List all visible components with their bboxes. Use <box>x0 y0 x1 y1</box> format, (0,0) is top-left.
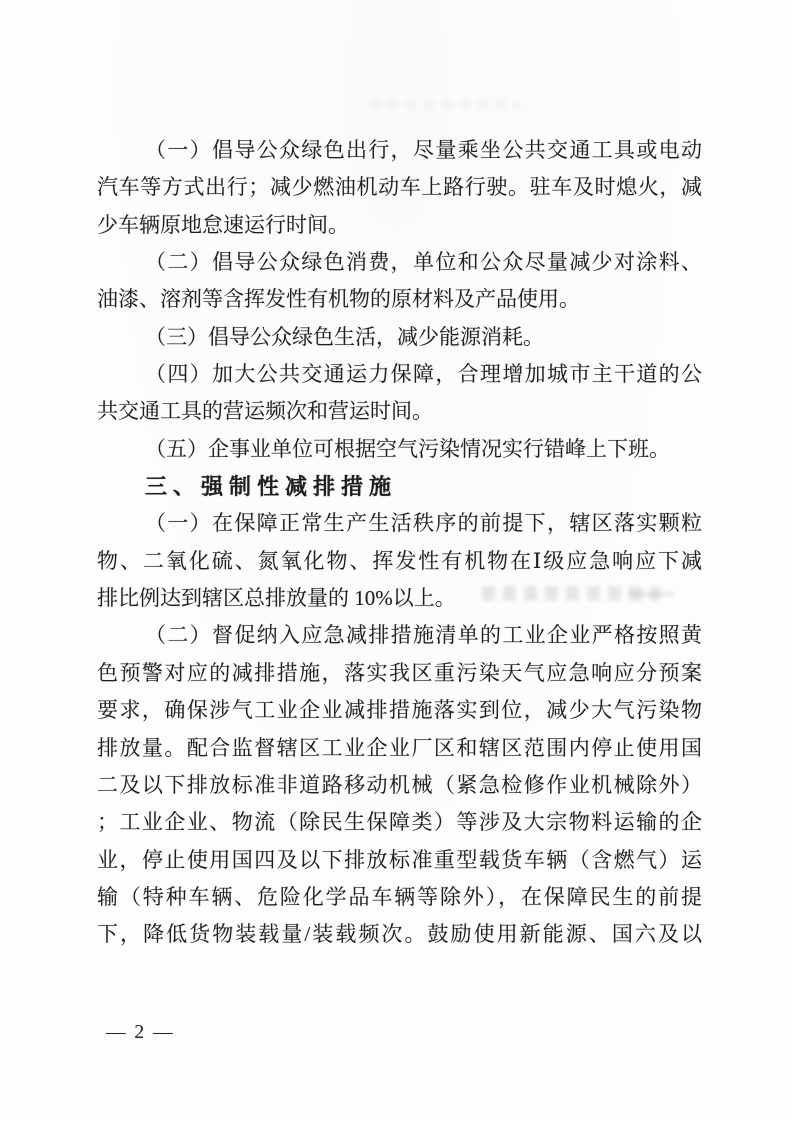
page-number: — 2 — <box>106 1022 175 1043</box>
text-line: （五）企事业单位可根据空气污染情况实行错峰上下班。 <box>145 436 670 461</box>
text-line: （一）在保障正常生产生活秩序的前提下，辖区落实颗粒 <box>145 511 702 536</box>
text-line: 二及以下排放标准非道路移动机械（紧急检修作业机械除外） <box>97 772 702 797</box>
section-heading: 三、强制性减排措施 <box>145 474 398 500</box>
text-line: 油漆、溶剂等含挥发性有机物的原材料及产品使用。 <box>97 287 580 312</box>
document-body <box>97 132 702 954</box>
text-line: 色预警对应的减排措施，落实我区重污染天气应急响应分预案 <box>97 660 702 685</box>
text-line: （二）倡导公众绿色消费，单位和公众尽量减少对涂料、 <box>145 250 702 275</box>
text-line: ；工业企业、物流（除民生保障类）等涉及大宗物料运输的企 <box>97 810 702 835</box>
text-line: 汽车等方式出行；减少燃油机动车上路行驶。驻车及时熄火，减 <box>97 175 702 200</box>
text-line: 排放量。配合监督辖区工业企业厂区和辖区范围内停止使用国 <box>97 735 702 760</box>
text-line: （一）倡导公众绿色出行，尽量乘坐公共交通工具或电动 <box>145 138 702 162</box>
text-line: 共交通工具的营运频次和营运时间。 <box>97 399 433 424</box>
text-line: （三）倡导公众绿色生活，减少能源消耗。 <box>145 324 544 349</box>
text-line: 要求，确保涉气工业企业减排措施落实到位，减少大气污染物 <box>97 698 702 723</box>
text-line: 物、二氧化硫、氮氧化物、挥发性有机物在Ⅰ级应急响应下减 <box>97 548 702 573</box>
text-line: （四）加大公共交通运力保障，合理增加城市主干道的公 <box>145 362 702 387</box>
text-line: 下，降低货物装载量/装载频次。鼓励使用新能源、国六及以 <box>97 922 702 947</box>
text-line: 排比例达到辖区总排放量的 10%以上。 <box>97 586 456 611</box>
text-line: 业，停止使用国四及以下排放标准重型载货车辆（含燃气）运 <box>97 847 702 872</box>
text-line: 输（特种车辆、危险化学品车辆等除外），在保障民生的前提 <box>97 884 702 909</box>
text-line: （二）督促纳入应急减排措施清单的工业企业严格按照黄 <box>145 623 702 648</box>
text-line: 少车辆原地怠速运行时间。 <box>97 212 349 237</box>
